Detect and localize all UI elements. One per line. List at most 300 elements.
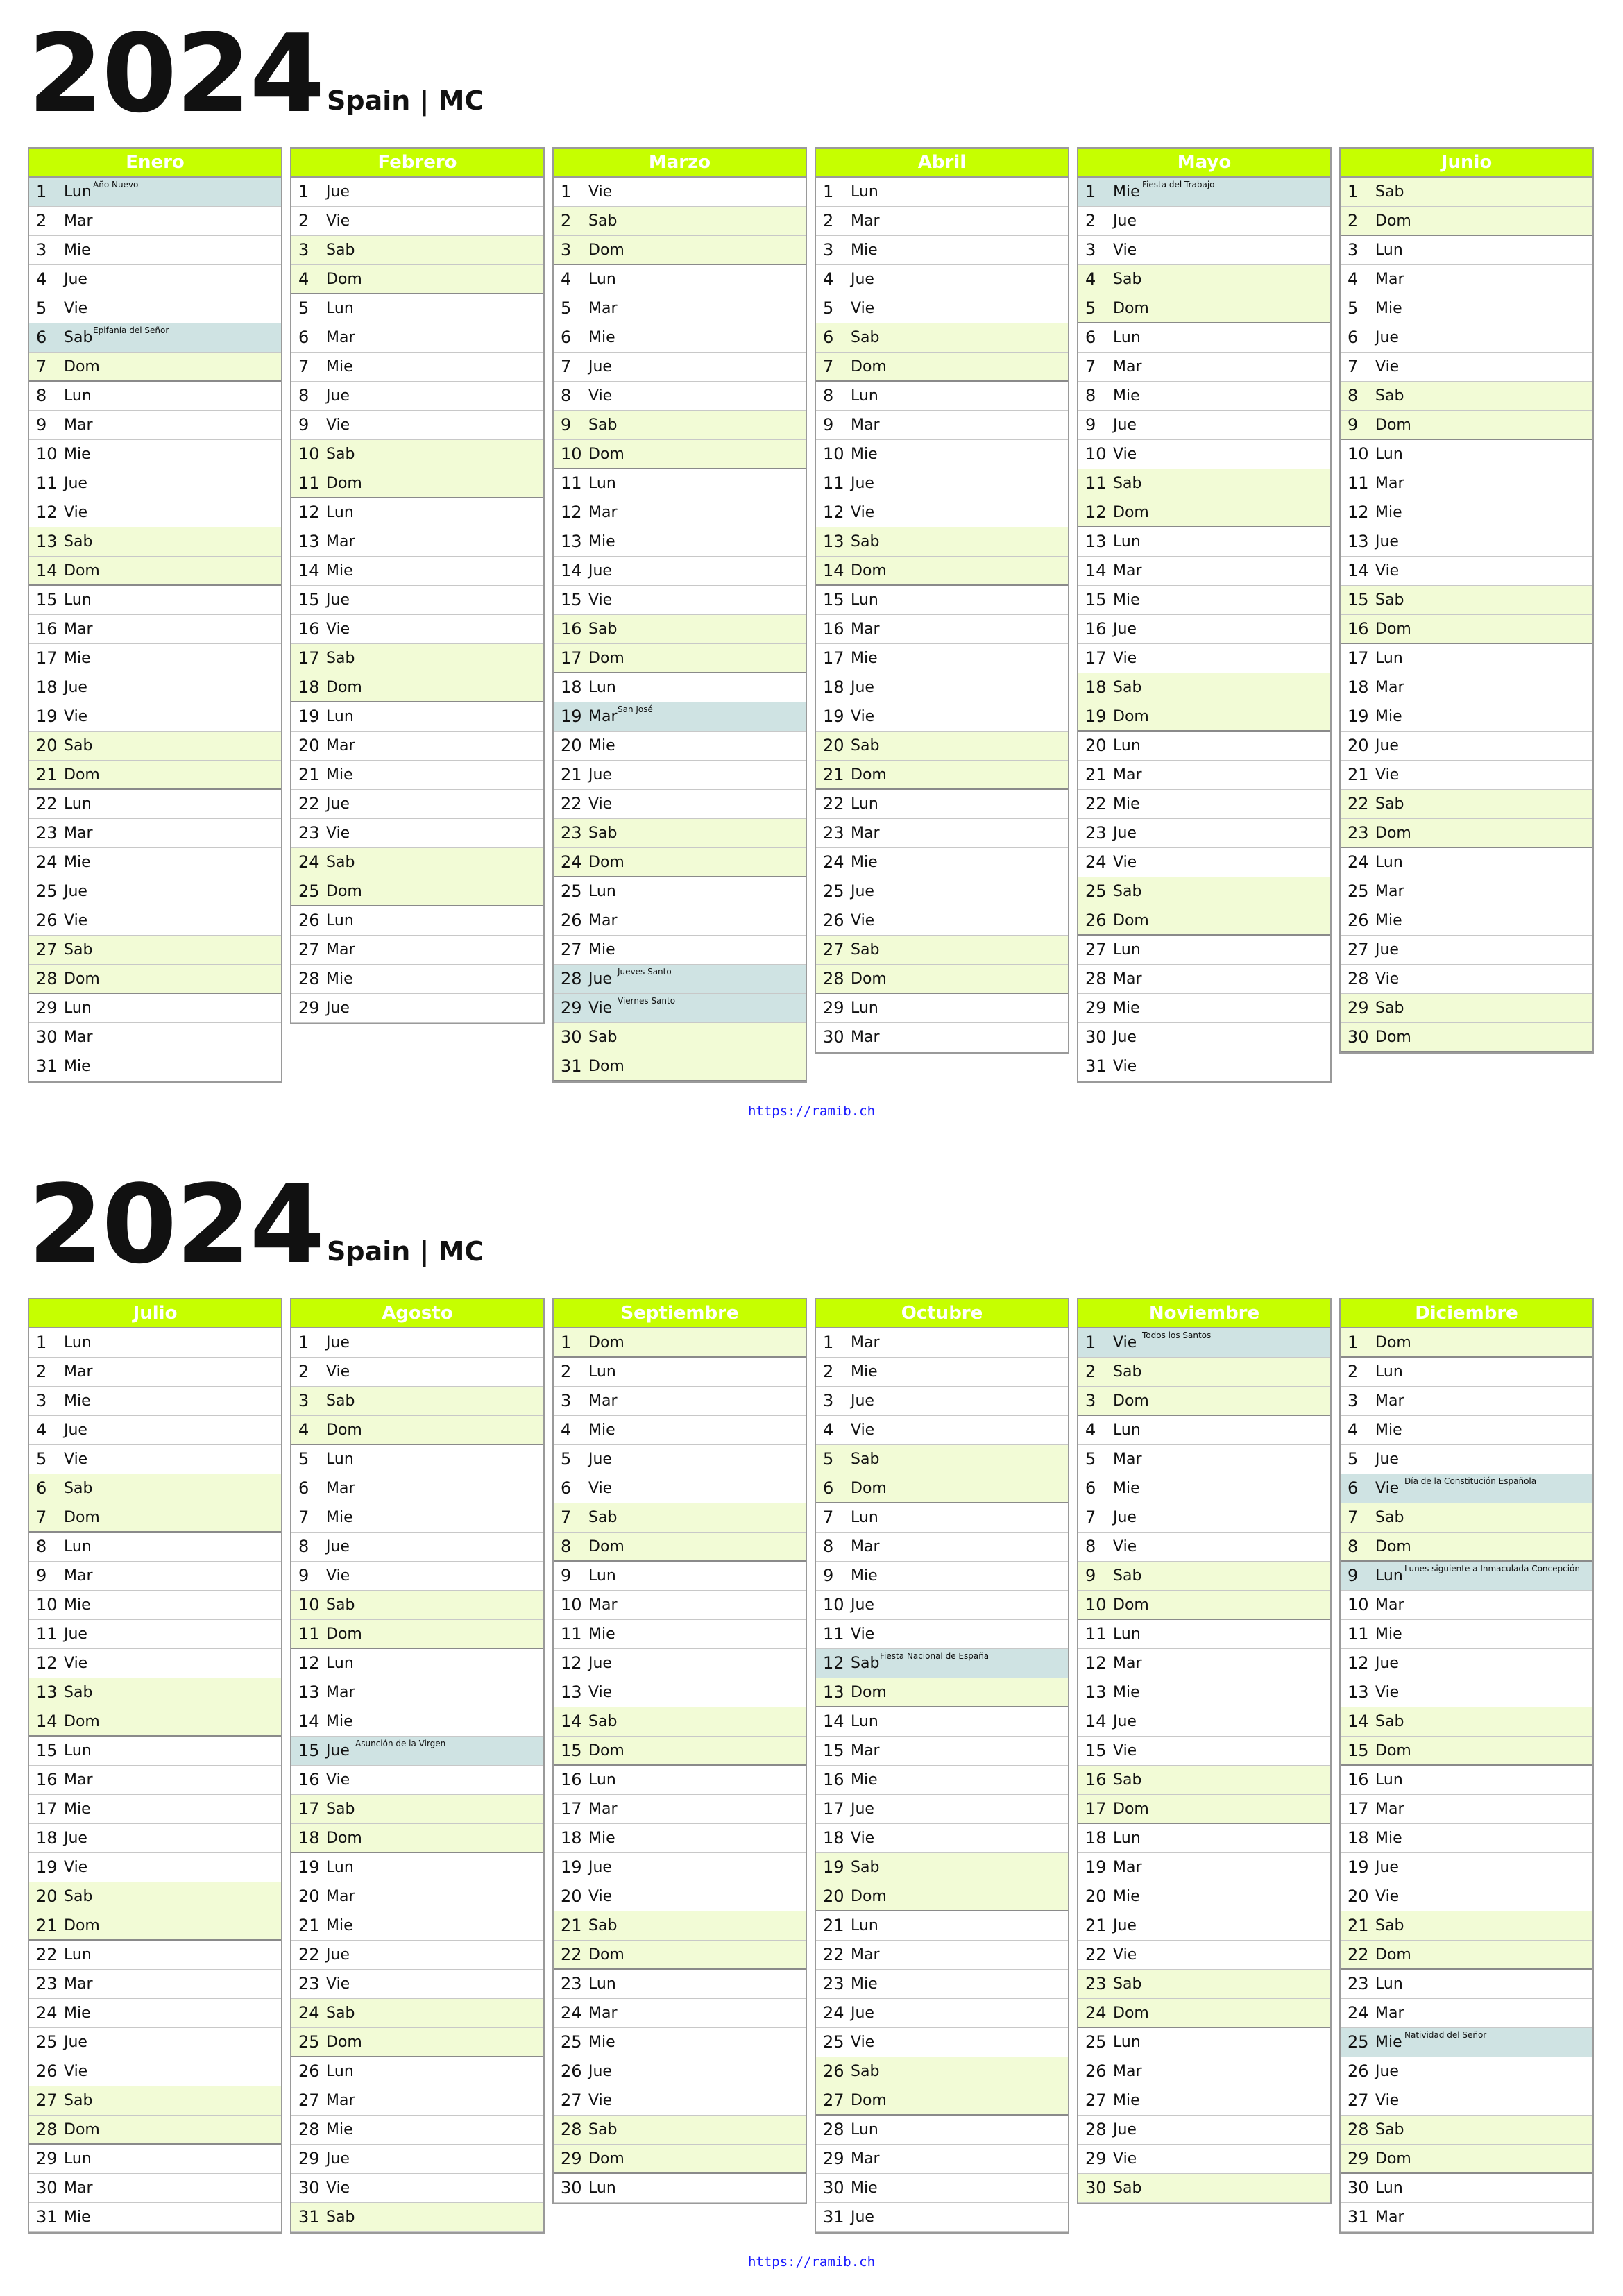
weekday-label: Lun [588,475,616,492]
day-row [1341,1620,1592,1649]
day-number: 6 [561,328,572,347]
day-row [291,1533,543,1562]
day-number: 13 [298,532,320,551]
day-row [554,2116,806,2145]
day-row [1341,1474,1592,1503]
day-number: 22 [1348,794,1369,813]
weekday-label: Lun [64,387,92,405]
day-row [816,382,1068,411]
day-number: 25 [298,2032,320,2052]
day-row [29,1052,281,1081]
day-row [291,615,543,644]
day-number: 8 [561,386,572,405]
weekday-label: Vie [326,1975,350,1993]
weekday-label: Sab [588,621,618,638]
day-row [816,1358,1068,1387]
weekday-label: Mar [326,941,355,959]
weekday-label: Vie [851,504,875,521]
day-row [1078,1387,1330,1416]
day-row [554,1445,806,1474]
day-row [29,586,281,615]
day-number: 14 [1348,561,1369,580]
day-number: 23 [1348,823,1369,843]
weekday-label: Mie [851,854,878,871]
day-row [554,1328,806,1358]
weekday-label: Sab [588,1713,618,1730]
day-number: 14 [298,1712,320,1731]
day-row [1078,1678,1330,1707]
weekday-label: Sab [851,941,880,959]
day-row [29,1941,281,1970]
weekday-label: Dom [64,1917,100,1934]
day-number: 18 [561,677,582,697]
weekday-label: Sab [588,1509,618,1526]
day-number: 21 [1085,1916,1107,1935]
day-row [1341,2116,1592,2145]
day-row [291,790,543,819]
day-number: 8 [561,1537,572,1556]
day-number: 19 [36,707,58,726]
weekday-label: Jue [326,1742,350,1759]
weekday-label: Vie [64,504,88,521]
day-number: 14 [561,561,582,580]
day-row [816,732,1068,761]
weekday-label: Lun [64,795,92,813]
day-row [816,265,1068,294]
day-row [554,1678,806,1707]
day-number: 12 [823,1653,844,1673]
day-number: 24 [36,852,58,872]
day-row [1078,294,1330,323]
day-row [29,1387,281,1416]
day-row [29,207,281,236]
day-number: 25 [36,2032,58,2052]
month-agosto [290,1298,545,2234]
day-number: 12 [298,1653,320,1673]
day-number: 4 [1348,1420,1359,1440]
day-row [554,1941,806,1970]
weekday-label: Mar [64,1771,93,1789]
weekday-label: Mie [1375,1830,1402,1847]
footer-link[interactable]: https://ramib.ch [747,2254,876,2270]
weekday-label: Jue [326,1538,350,1555]
day-number: 5 [1085,298,1096,318]
weekday-label: Sab [326,2209,355,2226]
day-row [1341,1999,1592,2028]
weekday-label: Sab [64,1684,93,1701]
weekday-label: Vie [64,1451,88,1468]
day-row [816,673,1068,702]
day-row [816,965,1068,994]
day-row [291,1795,543,1824]
day-row [29,323,281,353]
day-number: 21 [823,765,844,784]
day-number: 20 [1348,1886,1369,1906]
weekday-label: Vie [326,1771,350,1789]
weekday-label: Lun [326,504,354,521]
weekday-label: Sab [1375,999,1404,1017]
day-number: 12 [298,503,320,522]
weekday-label: Mar [326,533,355,550]
weekday-label: Mie [1113,1888,1140,1905]
day-number: 21 [36,1916,58,1935]
day-row [1341,2145,1592,2174]
day-number: 7 [298,1508,309,1527]
weekday-label: Mie [588,941,615,959]
weekday-label: Lun [64,1538,92,1555]
day-row [29,1678,281,1707]
month-julio [28,1298,282,2234]
day-row [29,469,281,498]
day-row [29,936,281,965]
weekday-label: Jue [588,766,612,784]
day-row [554,1387,806,1416]
day-row [291,644,543,673]
weekday-label: Sab [1113,679,1142,696]
day-number: 25 [36,881,58,901]
day-row [29,1999,281,2028]
day-row [29,178,281,207]
day-row [29,236,281,265]
day-number: 6 [1348,328,1359,347]
day-number: 17 [298,648,320,668]
day-row [291,236,543,265]
day-number: 4 [36,269,47,289]
weekday-label: Lun [1113,1421,1141,1439]
day-row [291,1737,543,1766]
weekday-label: Vie [1375,358,1400,375]
day-number: 4 [298,269,309,289]
day-row [816,819,1068,848]
weekday-label: Lun [326,708,354,725]
day-row [816,178,1068,207]
day-number: 4 [823,269,834,289]
day-row [1078,877,1330,906]
day-row [1078,673,1330,702]
day-row [1078,994,1330,1023]
day-row [29,2203,281,2232]
weekday-label: Vie [64,2063,88,2080]
weekday-label: Mie [1113,795,1140,813]
day-row [1341,1387,1592,1416]
weekday-label: Dom [851,970,887,988]
weekday-label: Jue [64,1830,87,1847]
weekday-label: Jue [851,2209,874,2226]
day-number: 26 [298,911,320,930]
day-row [554,1620,806,1649]
day-row [291,353,543,382]
day-number: 10 [1085,444,1107,464]
weekday-label: Mie [326,1509,353,1526]
weekday-label: Dom [588,446,624,463]
day-row [1078,498,1330,527]
day-number: 30 [36,1027,58,1047]
day-number: 22 [36,1945,58,1964]
day-row [1341,615,1592,644]
day-number: 14 [561,1712,582,1731]
weekday-label: Mar [1113,1451,1142,1468]
day-number: 3 [561,240,572,260]
day-row [29,790,281,819]
weekday-label: Dom [588,1334,624,1351]
weekday-label: Lun [326,1859,354,1876]
day-row [816,1766,1068,1795]
day-row [554,207,806,236]
weekday-label: Mie [588,1626,615,1643]
day-row [554,1766,806,1795]
day-row [816,469,1068,498]
day-number: 17 [823,648,844,668]
day-row [1078,178,1330,207]
day-row [29,1707,281,1737]
weekday-label: Mar [851,1946,880,1964]
day-row [291,1707,543,1737]
weekday-label: Jue [851,475,874,492]
weekday-label: Jue [1113,1509,1137,1526]
weekday-label: Lun [64,999,92,1017]
weekday-label: Dom [1375,1538,1411,1555]
weekday-label: Mie [1113,1480,1140,1497]
day-row [554,440,806,469]
day-number: 2 [1348,1362,1359,1381]
day-number: 8 [1348,1537,1359,1556]
weekday-label: Vie [326,1567,350,1585]
day-number: 26 [1085,911,1107,930]
day-number: 18 [1085,1828,1107,1848]
day-number: 28 [823,2120,844,2139]
day-row [1078,2174,1330,2203]
day-number: 20 [36,1886,58,1906]
day-number: 28 [298,969,320,988]
day-number: 9 [36,1566,47,1585]
day-number: 7 [1085,357,1096,376]
day-number: 9 [298,415,309,434]
day-row [554,1562,806,1591]
day-row [1341,1445,1592,1474]
day-number: 24 [1085,2003,1107,2023]
day-row [291,1911,543,1941]
weekday-label: Jue [326,387,350,405]
weekday-label: Vie [851,1830,875,1847]
day-row [291,936,543,965]
day-row [29,1023,281,1052]
day-row [29,1970,281,1999]
weekday-label: Jue [1375,941,1399,959]
weekday-label: Lun [588,2179,616,2197]
day-number: 24 [1348,2003,1369,2023]
month-header: Enero [29,149,281,178]
day-number: 5 [1348,298,1359,318]
weekday-label: Vie [851,2034,875,2051]
day-row [816,1474,1068,1503]
day-number: 1 [1348,182,1359,201]
day-number: 1 [36,182,47,201]
weekday-label: Mie [326,970,353,988]
weekday-label: Lun [851,1509,878,1526]
day-row [816,1620,1068,1649]
day-row [554,1795,806,1824]
day-row [291,1999,543,2028]
day-row [1078,1999,1330,2028]
weekday-label: Dom [851,358,887,375]
day-row [1078,1562,1330,1591]
day-number: 13 [36,532,58,551]
holiday-label: Todos los Santos [1142,1331,1212,1340]
day-row [1341,1737,1592,1766]
weekday-label: Lun [1375,242,1403,259]
day-row [291,702,543,732]
day-number: 5 [823,298,834,318]
weekday-label: Mar [326,1684,355,1701]
holiday-label: San José [618,704,653,714]
day-number: 6 [298,328,309,347]
weekday-label: Vie [1375,1480,1400,1497]
weekday-label: Lun [1113,1830,1141,1847]
day-number: 11 [1085,1624,1107,1644]
day-number: 12 [36,1653,58,1673]
day-number: 5 [36,1449,47,1469]
day-row [1341,994,1592,1023]
weekday-label: Jue [1375,533,1399,550]
weekday-label: Mie [851,1771,878,1789]
day-row [1078,1358,1330,1387]
day-row [29,265,281,294]
weekday-label: Mar [326,1480,355,1497]
day-row [291,207,543,236]
day-number: 2 [1085,1362,1096,1381]
day-number: 16 [561,1770,582,1789]
weekday-label: Vie [851,1626,875,1643]
weekday-label: Mie [851,2179,878,2197]
weekday-label: Dom [64,766,100,784]
day-row [554,1853,806,1882]
day-row [816,1562,1068,1591]
day-row [1078,353,1330,382]
day-number: 2 [823,1362,834,1381]
day-number: 13 [1348,1682,1369,1702]
weekday-label: Dom [1375,1946,1411,1964]
weekday-label: Jue [1113,1713,1137,1730]
weekday-label: Sab [588,212,618,230]
day-row [554,906,806,936]
day-row [291,1445,543,1474]
day-number: 10 [561,444,582,464]
day-row [554,1533,806,1562]
day-row [1341,2028,1592,2057]
day-number: 11 [36,1624,58,1644]
day-row [554,382,806,411]
weekday-label: Sab [588,416,618,434]
weekday-label: Dom [588,242,624,259]
weekday-label: Jue [1113,1029,1137,1046]
footer-link[interactable]: https://ramib.ch [747,1104,876,1119]
day-number: 16 [823,619,844,639]
weekday-label: Jue [64,271,87,288]
weekday-label: Jue [588,1655,612,1672]
weekday-label: Jue [64,1421,87,1439]
day-row [1078,469,1330,498]
day-number: 31 [561,1056,582,1076]
weekday-label: Dom [851,1888,887,1905]
day-number: 31 [36,2207,58,2227]
day-number: 30 [298,2178,320,2197]
day-row [291,2028,543,2057]
day-row [554,761,806,790]
day-row [291,1766,543,1795]
day-number: 1 [298,182,309,201]
day-row [29,1416,281,1445]
day-number: 19 [823,1857,844,1877]
day-number: 23 [1085,823,1107,843]
day-number: 19 [1085,1857,1107,1877]
day-number: 6 [823,328,834,347]
weekday-label: Sab [1375,183,1404,201]
day-number: 18 [1085,677,1107,697]
day-number: 22 [823,794,844,813]
day-row [291,440,543,469]
day-number: 25 [561,881,582,901]
day-row [1078,1707,1330,1737]
day-number: 7 [36,357,47,376]
holiday-label: Lunes siguiente a Inmaculada Concepción [1404,1564,1581,1573]
day-row [554,323,806,353]
weekday-label: Vie [1375,1888,1400,1905]
weekday-label: Dom [326,883,362,900]
weekday-label: Dom [64,562,100,580]
weekday-label: Vie [1113,1334,1137,1351]
day-row [1078,236,1330,265]
day-row [1078,1052,1330,1081]
weekday-label: Sab [326,650,355,667]
day-number: 19 [561,707,582,726]
day-number: 25 [823,2032,844,2052]
day-row [554,469,806,498]
day-row [291,1474,543,1503]
day-row [1078,1970,1330,1999]
day-number: 14 [1085,561,1107,580]
day-row [1341,440,1592,469]
day-row [816,1737,1068,1766]
weekday-label: Mar [1113,2063,1142,2080]
day-number: 1 [561,182,572,201]
day-number: 17 [1085,648,1107,668]
day-number: 1 [36,1333,47,1352]
day-row [1078,1023,1330,1052]
day-row [816,1970,1068,1999]
day-number: 10 [298,444,320,464]
day-number: 27 [36,2091,58,2110]
day-number: 29 [1085,2149,1107,2168]
day-row [291,586,543,615]
weekday-label: Dom [326,475,362,492]
day-row [1078,2086,1330,2116]
weekday-label: Vie [326,416,350,434]
day-row [291,732,543,761]
day-row [1078,411,1330,440]
weekday-label: Mar [64,1975,93,1993]
day-number: 15 [298,1741,320,1760]
day-number: 19 [1348,1857,1369,1877]
day-row [291,673,543,702]
weekday-label: Jue [588,358,612,375]
weekday-label: Dom [1113,1392,1149,1410]
day-number: 5 [1348,1449,1359,1469]
day-number: 9 [1085,415,1096,434]
weekday-label: Mie [588,533,615,550]
day-number: 5 [561,298,572,318]
weekday-label: Jue [851,883,874,900]
day-number: 10 [1348,444,1369,464]
